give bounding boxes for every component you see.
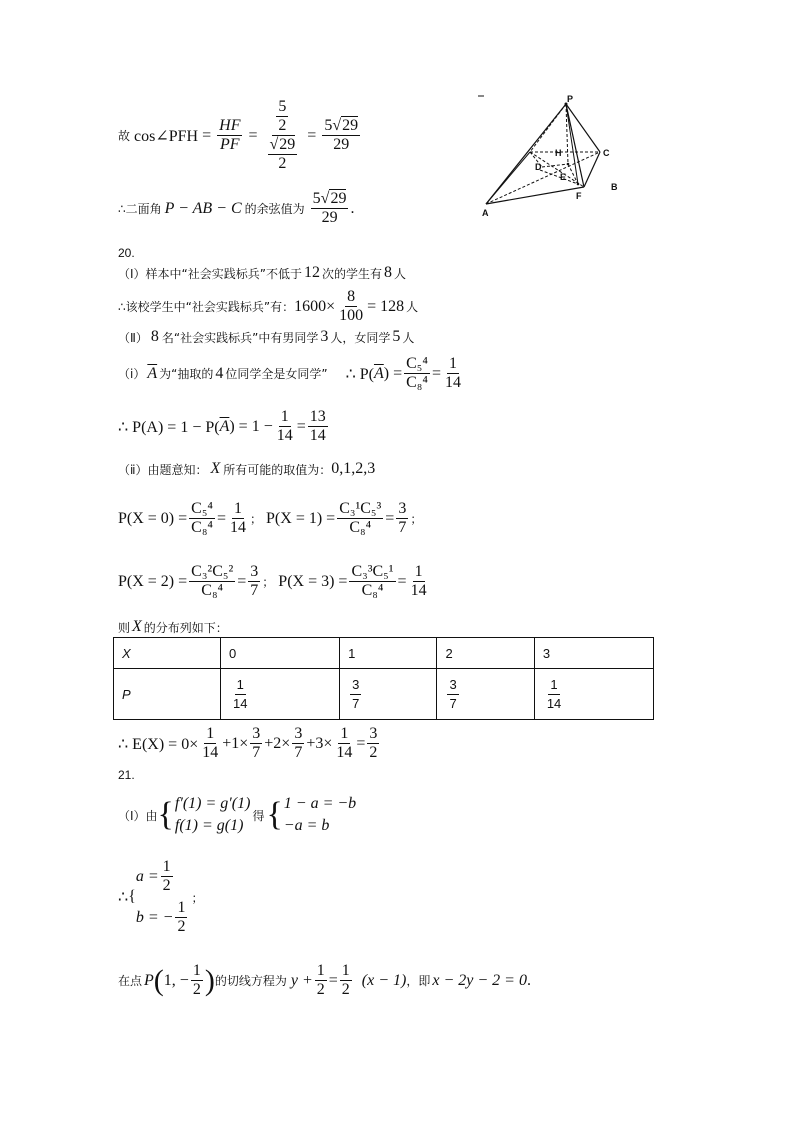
result-numerator: 5√29 bbox=[324, 117, 359, 134]
q20-prob-row-1 bbox=[118, 500, 422, 537]
num: C₃³C₅¹ bbox=[351, 563, 394, 580]
q20-l3-text: 名“社会实践标兵”中有男同学 bbox=[161, 330, 319, 345]
p0-lhs: P(X = 0) = bbox=[118, 509, 188, 527]
dist-intro-a: 则 bbox=[118, 620, 131, 635]
q20-l5-expr: ∴ P(A) = 1 − P( bbox=[118, 418, 220, 436]
den: C₈⁴ bbox=[201, 582, 224, 599]
den: 14 bbox=[444, 374, 461, 391]
coef: 5 bbox=[312, 190, 321, 207]
ex-frac bbox=[367, 725, 379, 762]
q20-line-2 bbox=[118, 288, 418, 325]
compound-numerator bbox=[272, 98, 292, 136]
q20-l1-text: （Ⅰ）样本中“社会实践标兵”不低于 bbox=[118, 266, 302, 281]
conclusion-prefix: ∴二面角 bbox=[118, 202, 162, 216]
system-2-rows bbox=[284, 793, 356, 837]
pf: PF bbox=[220, 136, 240, 153]
prob-label: P bbox=[122, 686, 131, 702]
num: 1 bbox=[206, 725, 215, 742]
q20-line-6 bbox=[118, 460, 375, 478]
p3-value bbox=[409, 563, 429, 600]
hf-over-pf bbox=[217, 117, 242, 154]
p2-comb bbox=[189, 563, 235, 600]
p3-lhs: P(X = 3) = bbox=[278, 572, 348, 590]
q20-l3-n2: 3 bbox=[320, 328, 329, 345]
tangent-line bbox=[118, 962, 531, 999]
q20-l1-num: 12 bbox=[303, 264, 320, 281]
p0-comb bbox=[189, 500, 215, 537]
value-numerator: 5√29 bbox=[312, 190, 347, 207]
cos-line bbox=[118, 98, 362, 173]
system-2 bbox=[266, 793, 356, 837]
dist-intro-b: 的分布列如下： bbox=[143, 620, 228, 635]
ex-a: ∴ E(X) = 0× bbox=[118, 735, 199, 753]
question-21-number: 21. bbox=[118, 768, 135, 782]
equals-sign: = bbox=[248, 126, 258, 144]
label-f: F bbox=[576, 191, 582, 201]
two: 2 bbox=[278, 155, 287, 172]
a-frac bbox=[161, 858, 173, 895]
period: . bbox=[526, 971, 531, 989]
table-header-cell: 0 bbox=[221, 638, 340, 669]
den: 7 bbox=[398, 519, 407, 536]
q20-line-5 bbox=[118, 408, 330, 445]
ex-e: = bbox=[356, 734, 366, 752]
ex-frac bbox=[250, 725, 262, 762]
system-1 bbox=[158, 793, 251, 837]
ex-b: +1× bbox=[222, 734, 249, 752]
den: 14 bbox=[276, 427, 293, 444]
den: C₈⁴ bbox=[406, 374, 428, 391]
q20-l1-unit: 人 bbox=[394, 266, 407, 281]
compound-fraction bbox=[264, 98, 302, 173]
equals-sign: = bbox=[397, 572, 407, 590]
tan-eq-c: (x − 1) bbox=[361, 971, 407, 989]
question-20-number: 20. bbox=[118, 246, 135, 260]
q20-l6-values: 0,1,2,3 bbox=[331, 460, 376, 477]
label-h: H bbox=[555, 148, 562, 158]
equals-sign: = bbox=[431, 364, 441, 382]
dihedral-conclusion bbox=[118, 190, 354, 227]
prob-frac bbox=[447, 676, 458, 713]
pyramid-figure bbox=[470, 92, 630, 222]
q20-l4-n: 4 bbox=[215, 364, 224, 382]
point-p: P bbox=[144, 971, 154, 989]
var-x: X bbox=[132, 618, 142, 635]
equals-sign: = bbox=[216, 509, 227, 527]
p1-lhs: P(X = 1) = bbox=[266, 509, 336, 527]
label-a: A bbox=[482, 208, 489, 218]
point-close-paren: ) bbox=[204, 963, 215, 997]
den: 14 bbox=[309, 427, 326, 444]
tan-b: 的切线方程为 bbox=[214, 974, 287, 988]
table-header-cell bbox=[114, 638, 221, 669]
table-cell bbox=[534, 669, 653, 720]
table-cell bbox=[221, 669, 340, 720]
p2-value bbox=[248, 563, 260, 600]
q21-solution bbox=[118, 858, 203, 936]
den: 7 bbox=[449, 695, 457, 711]
q20-l4-p: ∴ P( bbox=[345, 365, 374, 383]
label-c: C bbox=[603, 148, 610, 158]
semicolon: ； bbox=[410, 512, 423, 526]
a-bar: $\overline{A}$ bbox=[373, 364, 384, 382]
tan-final: x − 2y − 2 = 0 bbox=[432, 971, 527, 989]
label-p: P bbox=[567, 94, 574, 104]
semicolon: ； bbox=[262, 575, 275, 589]
p3-comb bbox=[349, 563, 395, 600]
num: 1 bbox=[162, 858, 171, 875]
q21-l1-text2: 得 bbox=[252, 808, 265, 823]
cos-lhs: cos∠PFH bbox=[134, 127, 199, 145]
num: 3 bbox=[252, 725, 261, 742]
den: C₈⁴ bbox=[191, 519, 213, 536]
compound-denominator bbox=[264, 136, 302, 173]
q20-l3-text2: 人，女同学 bbox=[330, 330, 391, 345]
cos-result bbox=[322, 117, 360, 154]
tan-a: 在点 bbox=[118, 974, 143, 988]
equals-sign: = bbox=[307, 126, 317, 144]
dihedral-expr: P − AB − C bbox=[164, 199, 242, 217]
sqrt29-top: √29 bbox=[269, 136, 296, 153]
a-bar: $\overline{A}$ bbox=[147, 364, 158, 382]
sys2-row2: −a = b bbox=[283, 817, 330, 834]
q20-l1-num2: 8 bbox=[384, 264, 392, 281]
q20-l2-frac bbox=[337, 288, 365, 325]
table-cell bbox=[437, 669, 534, 720]
label-e: E bbox=[560, 172, 567, 182]
table-header-cell: 1 bbox=[340, 638, 437, 669]
result-frac bbox=[443, 355, 463, 392]
den: 14 bbox=[410, 582, 427, 599]
prob-frac bbox=[350, 676, 361, 713]
num: C₅⁴ bbox=[191, 500, 213, 517]
q20-l2-expr: 1600× bbox=[294, 297, 336, 315]
semicolon: ； bbox=[191, 890, 204, 905]
num: C₃¹C₅³ bbox=[339, 500, 382, 517]
table-cell bbox=[340, 669, 437, 720]
den: 2 bbox=[162, 877, 171, 894]
point-open-paren: ( bbox=[153, 963, 164, 997]
q21-l1-text: （Ⅰ）由 bbox=[118, 808, 158, 823]
q20-l3-part: （Ⅱ） bbox=[118, 330, 148, 345]
solution-system bbox=[128, 858, 189, 936]
solution-rows bbox=[136, 858, 190, 936]
num: 1 bbox=[414, 563, 423, 580]
dist-intro bbox=[118, 618, 228, 636]
brace: { bbox=[266, 796, 283, 833]
radicand: 29 bbox=[279, 136, 296, 153]
ex-frac bbox=[334, 725, 354, 762]
equals-sign: = bbox=[237, 572, 247, 590]
num: 1 bbox=[340, 725, 349, 742]
num: 1 bbox=[235, 676, 246, 695]
table-row bbox=[114, 669, 654, 720]
prob-frac bbox=[231, 676, 249, 713]
coef: 5 bbox=[324, 117, 333, 134]
num: 3 bbox=[369, 725, 378, 742]
two: 2 bbox=[278, 117, 287, 134]
den: 14 bbox=[230, 519, 247, 536]
frac-13-14 bbox=[308, 408, 328, 445]
tan-frac-2 bbox=[340, 962, 352, 999]
therefore: ∴ bbox=[118, 889, 129, 906]
num: 3 bbox=[250, 563, 259, 580]
q20-l6-text: （ⅱ）由题意知： bbox=[118, 462, 208, 477]
tan-frac-1 bbox=[315, 962, 327, 999]
tan-eq-a: y + bbox=[290, 971, 313, 989]
den: 2 bbox=[369, 744, 378, 761]
num: 1 bbox=[316, 962, 325, 979]
q20-l3-n1: 8 bbox=[150, 328, 159, 345]
q20-line-1 bbox=[118, 264, 406, 282]
radicand: 29 bbox=[330, 190, 347, 207]
value-denominator: 29 bbox=[321, 209, 338, 226]
p1-value bbox=[396, 500, 408, 537]
tan-eq-b: = bbox=[328, 971, 338, 989]
table-cell bbox=[114, 669, 221, 720]
tan-c: ，即 bbox=[406, 974, 431, 988]
b-value bbox=[136, 899, 190, 936]
q20-l2-result: = 128 bbox=[367, 297, 405, 315]
num: 1 bbox=[177, 899, 186, 916]
den: 14 bbox=[546, 695, 562, 711]
a-eq: a = bbox=[135, 867, 159, 885]
num: 3 bbox=[447, 676, 458, 695]
den: C₈⁴ bbox=[361, 582, 384, 599]
num: 8 bbox=[347, 288, 356, 305]
q20-l2-unit: 人 bbox=[406, 300, 419, 314]
label-b: B bbox=[611, 182, 618, 192]
q20-line-4 bbox=[118, 355, 465, 392]
brace: { bbox=[157, 796, 174, 833]
q20-l4-close: ) = bbox=[383, 364, 403, 382]
a-value bbox=[136, 858, 190, 895]
num: 3 bbox=[398, 500, 407, 517]
den: 2 bbox=[192, 981, 201, 998]
num: C₃²C₅² bbox=[191, 563, 234, 580]
den: 14 bbox=[336, 744, 353, 761]
den: 2 bbox=[177, 918, 186, 935]
den: 2 bbox=[316, 981, 325, 998]
den: 14 bbox=[202, 744, 219, 761]
q20-l4-text: 为“抽取的 bbox=[159, 367, 214, 381]
den: 7 bbox=[294, 744, 303, 761]
num: 1 bbox=[548, 676, 559, 695]
q20-l4-text2: 位同学全是女同学” bbox=[225, 367, 328, 381]
label-d: D bbox=[535, 162, 542, 172]
equals-sign: = bbox=[296, 417, 306, 435]
den: C₈⁴ bbox=[349, 519, 372, 536]
p2-lhs: P(X = 2) = bbox=[118, 572, 188, 590]
frac-1-14 bbox=[275, 408, 295, 445]
ex-c: +2× bbox=[264, 734, 291, 752]
equals-sign: = bbox=[202, 126, 212, 144]
brace: { bbox=[128, 888, 136, 905]
num: 1 bbox=[448, 355, 457, 372]
q20-l3-n3: 5 bbox=[392, 328, 401, 345]
num: 1 bbox=[280, 408, 289, 425]
radicand: 29 bbox=[342, 117, 359, 134]
q20-l4-part: （ⅰ） bbox=[118, 367, 146, 381]
den: 7 bbox=[252, 744, 261, 761]
num: 1 bbox=[192, 962, 201, 979]
period: . bbox=[350, 199, 355, 217]
result-denominator: 29 bbox=[333, 136, 350, 153]
num: 1 bbox=[341, 962, 350, 979]
b-eq: b = − bbox=[135, 908, 174, 926]
table-row bbox=[114, 638, 654, 669]
comb-frac bbox=[404, 355, 430, 392]
q20-l1-text2: 次的学生有 bbox=[321, 266, 382, 281]
ex-d: +3× bbox=[306, 734, 333, 752]
sqrt29-halves bbox=[268, 136, 298, 173]
equals-sign: = bbox=[385, 509, 395, 527]
q20-prob-row-2 bbox=[118, 563, 431, 600]
expectation-line bbox=[118, 725, 381, 762]
ex-frac bbox=[292, 725, 304, 762]
table-header-cell: 2 bbox=[437, 638, 534, 669]
sys1-row1: f′(1) = g′(1) bbox=[174, 795, 251, 812]
semicolon: ； bbox=[250, 512, 263, 526]
q21-line-1 bbox=[118, 793, 356, 837]
den: 7 bbox=[250, 582, 259, 599]
q20-l6-text2: 所有可能的取值为： bbox=[223, 462, 332, 477]
system-1-rows bbox=[175, 793, 251, 837]
num: 3 bbox=[350, 676, 361, 695]
q20-l3-unit: 人 bbox=[402, 330, 415, 345]
q20-l5-expr2: ) = 1 − bbox=[229, 417, 273, 435]
five-halves bbox=[276, 98, 288, 135]
num: 13 bbox=[309, 408, 326, 425]
den: 100 bbox=[339, 307, 364, 324]
sys2-row1: 1 − a = −b bbox=[283, 795, 357, 812]
q20-line-3 bbox=[118, 328, 414, 346]
den: 2 bbox=[341, 981, 350, 998]
point-coords: 1, − bbox=[163, 971, 189, 989]
num: 1 bbox=[234, 500, 243, 517]
den: 14 bbox=[233, 695, 248, 711]
p0-value bbox=[228, 500, 248, 537]
ex-frac bbox=[200, 725, 220, 762]
num: C₅⁴ bbox=[406, 355, 428, 372]
point-frac bbox=[191, 962, 203, 999]
hf: HF bbox=[219, 117, 241, 134]
p1-comb bbox=[337, 500, 383, 537]
num: 3 bbox=[294, 725, 303, 742]
conclusion-mid: 的余弦值为 bbox=[244, 202, 305, 216]
a-bar: $\overline{A}$ bbox=[219, 417, 230, 435]
table-header-cell: 3 bbox=[534, 638, 653, 669]
var-x: X bbox=[210, 460, 221, 477]
b-frac bbox=[175, 899, 187, 936]
q20-l2-text: ∴该校学生中“社会实践标兵”有： bbox=[118, 300, 295, 314]
den: 7 bbox=[352, 695, 360, 711]
dihedral-value bbox=[311, 190, 349, 227]
sys1-row2: f(1) = g(1) bbox=[174, 817, 244, 834]
header-x: X bbox=[122, 645, 131, 661]
distribution-table bbox=[113, 637, 654, 720]
cos-prefix: 故 bbox=[118, 129, 131, 143]
five: 5 bbox=[278, 98, 287, 115]
prob-frac bbox=[545, 676, 563, 713]
